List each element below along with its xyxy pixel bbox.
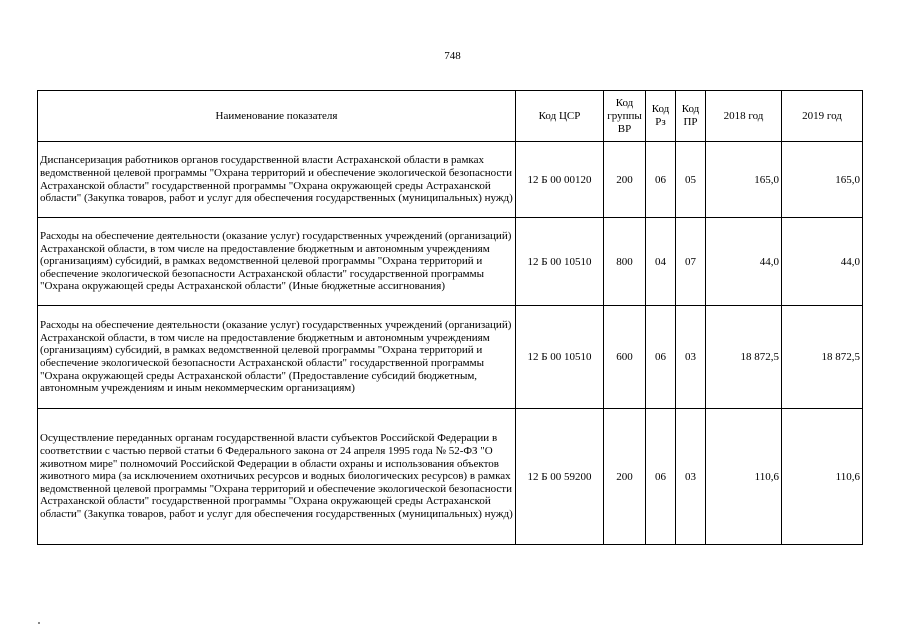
table-row xyxy=(38,306,863,409)
row-csr: 12 Б 00 00120 xyxy=(516,142,604,218)
row-pr: 03 xyxy=(676,409,706,545)
row-2018: 165,0 xyxy=(706,142,782,218)
budget-table xyxy=(37,90,863,545)
row-csr: 12 Б 00 10510 xyxy=(516,218,604,306)
row-name: Расходы на обеспечение деятельности (оказание услуг) государственных учреждений (организаций) Астраханской области, в том числе на предоставление бюджетным и автономным учреждениям (организациям) субсидий, в рамках ведомственной целевой программы "Охрана территорий и обеспечение экологической безопасности Астраханской области" государственной программы "Охрана окружающей среды Астраханской области" (Предоставление субсидий бюджетным, автономным учреждениям и иным некоммерческим организациям) xyxy=(38,306,516,409)
row-rz: 06 xyxy=(646,409,676,545)
header-rz: Код Рз xyxy=(646,91,676,142)
scan-mark xyxy=(38,622,40,624)
header-pr: Код ПР xyxy=(676,91,706,142)
page-number: 748 xyxy=(444,50,461,62)
row-csr: 12 Б 00 59200 xyxy=(516,409,604,545)
row-vr: 800 xyxy=(604,218,646,306)
header-name: Наименование показателя xyxy=(38,91,516,142)
row-2018: 110,6 xyxy=(706,409,782,545)
row-name: Диспансеризация работников органов государственной власти Астраханской области в рамках ведомственной целевой программы "Охрана территорий и обеспечение экологической безопасности Астраханской области" государственной программы "Охрана окружающей среды Астраханской области" (Закупка товаров, работ и услуг для обеспечения государственных (муниципальных) нужд) xyxy=(38,142,516,218)
row-2019: 165,0 xyxy=(782,142,863,218)
row-pr: 07 xyxy=(676,218,706,306)
row-rz: 04 xyxy=(646,218,676,306)
row-2018: 44,0 xyxy=(706,218,782,306)
row-name: Осуществление переданных органам государственной власти субъектов Российской Федерации в соответствии с частью первой статьи 6 Федерального закона от 24 апреля 1995 года № 52-ФЗ "О животном мире" полномочий Российской Федерации в области охраны и использования объектов животного мира (за исключением охотничьих ресурсов и водных биологических ресурсов) в рамках ведомственной целевой программы "Охрана территорий и обеспечение экологической безопасности Астраханской области" государственной программы "Охрана окружающей среды Астраханской области" (Закупка товаров, работ и услуг для обеспечения государственных (муниципальных) нужд) xyxy=(38,409,516,545)
header-2019: 2019 год xyxy=(782,91,863,142)
table-row xyxy=(38,409,863,545)
row-2019: 110,6 xyxy=(782,409,863,545)
header-2018: 2018 год xyxy=(706,91,782,142)
row-pr: 05 xyxy=(676,142,706,218)
row-2019: 44,0 xyxy=(782,218,863,306)
row-vr: 600 xyxy=(604,306,646,409)
row-2019: 18 872,5 xyxy=(782,306,863,409)
row-rz: 06 xyxy=(646,306,676,409)
row-vr: 200 xyxy=(604,142,646,218)
row-vr: 200 xyxy=(604,409,646,545)
row-name: Расходы на обеспечение деятельности (оказание услуг) государственных учреждений (организаций) Астраханской области, в том числе на предоставление бюджетным и автономным учреждениям (организациям) субсидий, в рамках ведомственной целевой программы "Охрана территорий и обеспечение экологической безопасности Астраханской области" государственной программы "Охрана окружающей среды Астраханской области" (Иные бюджетные ассигнования) xyxy=(38,218,516,306)
header-vr: Код группы ВР xyxy=(604,91,646,142)
table-row xyxy=(38,218,863,306)
row-csr: 12 Б 00 10510 xyxy=(516,306,604,409)
row-2018: 18 872,5 xyxy=(706,306,782,409)
table-row xyxy=(38,142,863,218)
table-header-row xyxy=(38,91,863,142)
row-pr: 03 xyxy=(676,306,706,409)
row-rz: 06 xyxy=(646,142,676,218)
header-csr: Код ЦСР xyxy=(516,91,604,142)
